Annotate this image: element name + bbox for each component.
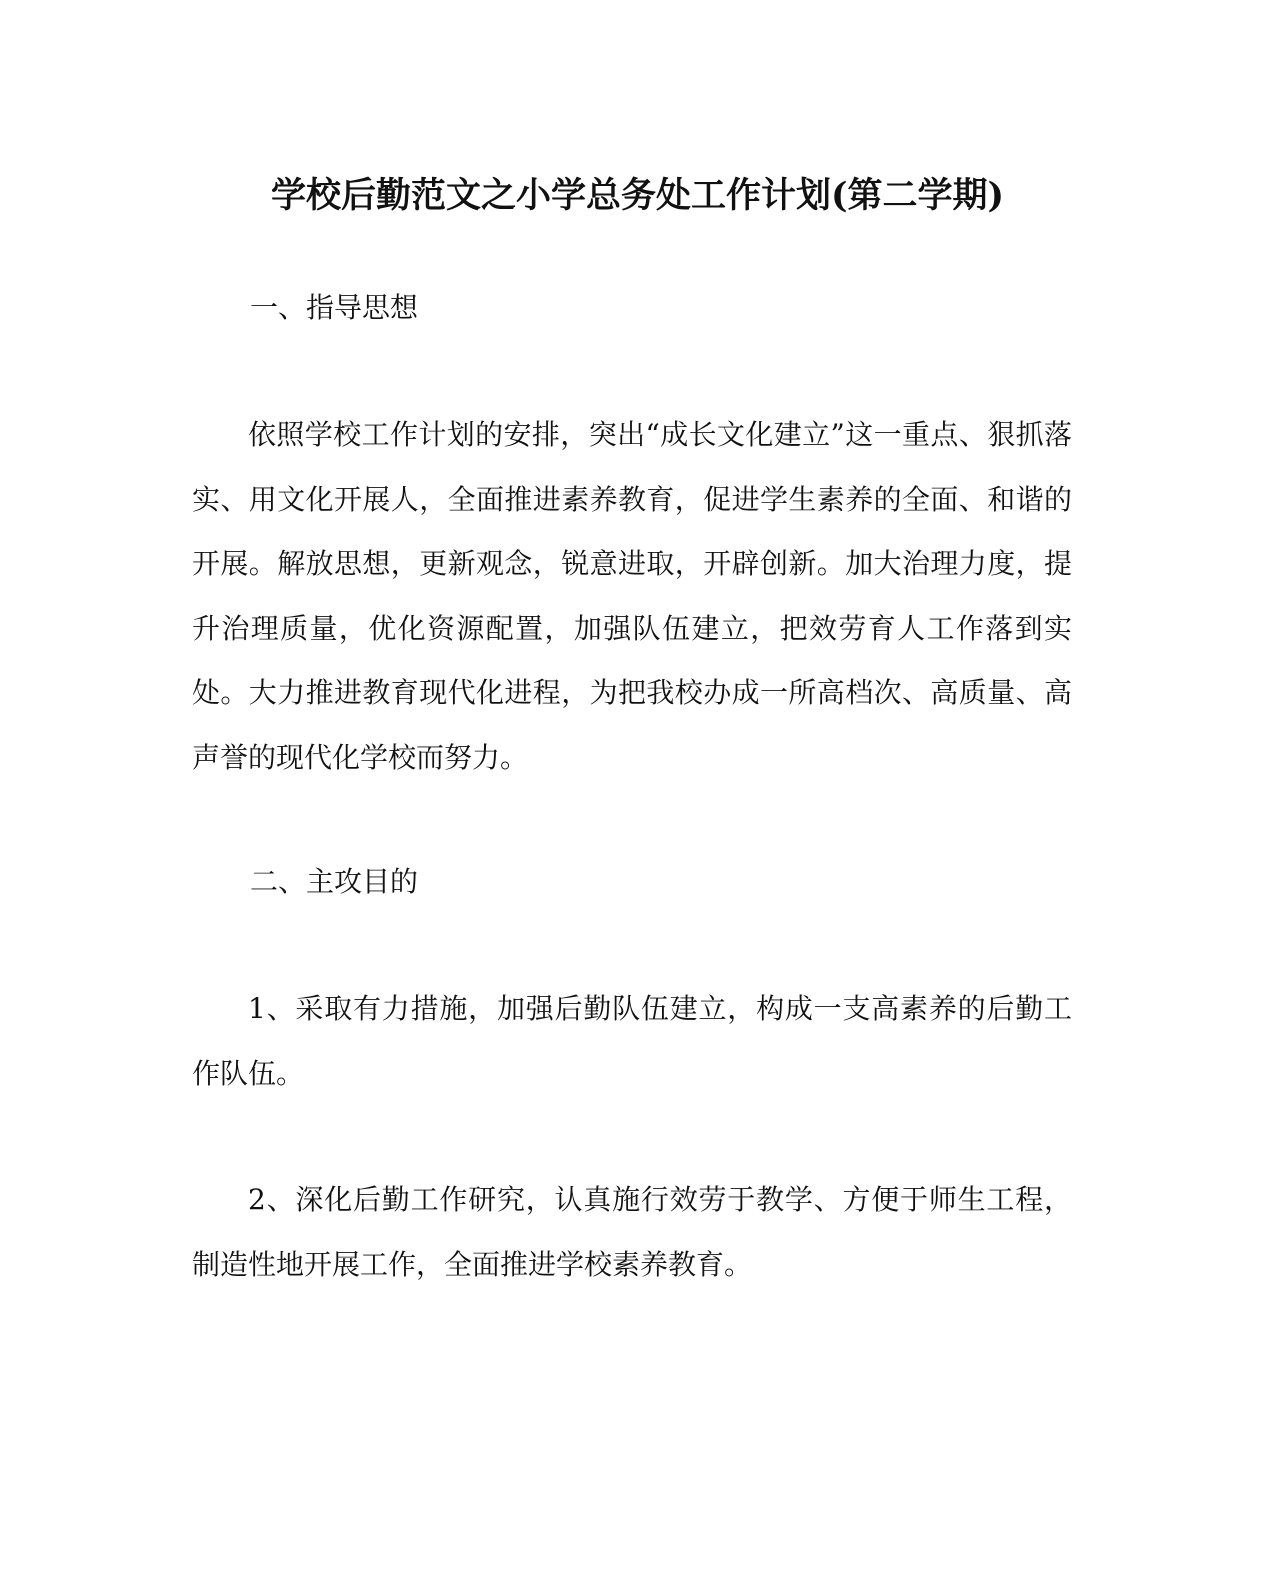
section-heading-main-goals: 二、主攻目的 bbox=[250, 865, 419, 898]
paragraph-goal-2: 2、深化后勤工作研究，认真施行效劳于教学、方便于师生工程，制造性地开展工作，全面推进学校素养教育。 bbox=[192, 1183, 1072, 1281]
paragraph-goal-1: 1、采取有力措施，加强后勤队伍建立，构成一支高素养的后勤工作队伍。 bbox=[192, 992, 1072, 1090]
paragraph-guiding-ideology: 依照学校工作计划的安排，突出“成长文化建立”这一重点、狠抓落实、用文化开展人，全面推进素养教育，促进学生素养的全面、和谐的开展。解放思想，更新观念，锐意进取，开辟创新。加大治理力度，提升治理质量，优化资源配置，加强队伍建立，把效劳育人工作落到实处。大力推进教育现代化进程，为把我校办成一所高档次、高质量、高声誉的现代化学校而努力。 bbox=[192, 418, 1072, 774]
document-title: 学校后勤范文之小学总务处工作计划(第二学期) bbox=[270, 175, 1005, 216]
section-heading-guiding-ideology: 一、指导思想 bbox=[250, 291, 419, 324]
